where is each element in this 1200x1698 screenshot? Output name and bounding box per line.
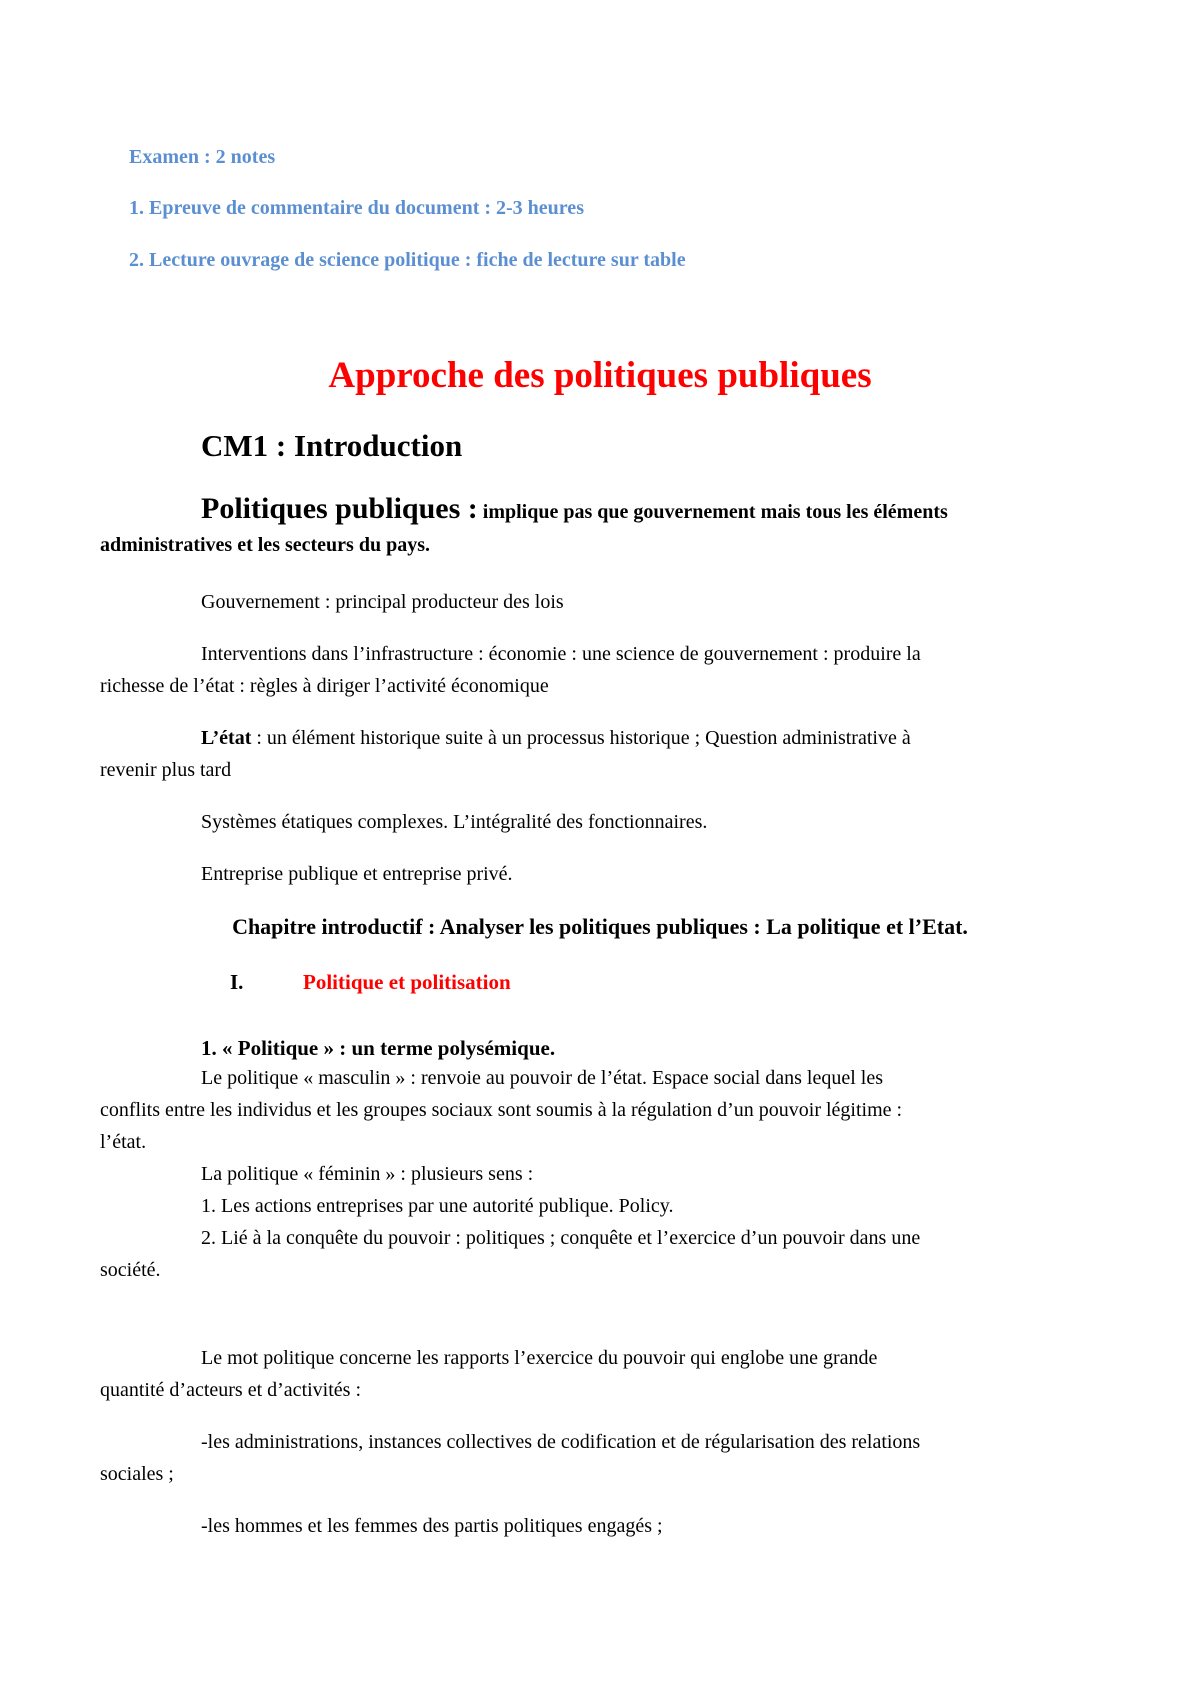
etat-line2: revenir plus tard bbox=[100, 759, 232, 781]
sens2-line2: société. bbox=[100, 1259, 161, 1281]
etat-line1-rest: : un élément historique suite à un processus historique ; Question administrative à bbox=[251, 727, 911, 749]
masculin-line3: l’état. bbox=[100, 1131, 147, 1153]
etat-line1 bbox=[201, 727, 911, 750]
hommes-femmes-line: -les hommes et les femmes des partis politiques engagés ; bbox=[201, 1515, 663, 1537]
exam-lecture-line: 2. Lecture ouvrage de science politique : fiche de lecture sur table bbox=[129, 249, 686, 271]
politiques-publiques-definition bbox=[201, 492, 948, 526]
document-title: Approche des politiques publiques bbox=[328, 355, 872, 396]
politiques-publiques-rest: implique pas que gouvernement mais tous les éléments bbox=[477, 501, 948, 523]
politiques-publiques-line2: administratives et les secteurs du pays. bbox=[100, 534, 430, 556]
etat-bold-term: L’état bbox=[201, 727, 252, 749]
feminin-line: La politique « féminin » : plusieurs sens : bbox=[201, 1163, 534, 1185]
administrations-line2: sociales ; bbox=[100, 1463, 174, 1485]
interventions-line2: richesse de l’état : règles à diriger l’activité économique bbox=[100, 675, 549, 697]
section-number: I. bbox=[230, 970, 244, 994]
gouvernement-paragraph: Gouvernement : principal producteur des lois bbox=[201, 591, 564, 613]
sens2-line1: 2. Lié à la conquête du pouvoir : politiques ; conquête et l’exercice d’un pouvoir dans une bbox=[201, 1227, 921, 1249]
masculin-line2: conflits entre les individus et les groupes sociaux sont soumis à la régulation d’un pouvoir légitime : bbox=[100, 1099, 903, 1121]
exam-notes-line: Examen : 2 notes bbox=[129, 146, 276, 168]
sens1-line: 1. Les actions entreprises par une autorité publique. Policy. bbox=[201, 1195, 674, 1217]
cm-heading: CM1 : Introduction bbox=[201, 428, 463, 463]
section-title: Politique et politisation bbox=[303, 970, 511, 994]
exam-epreuve-line: 1. Epreuve de commentaire du document : 2-3 heures bbox=[129, 197, 584, 219]
mot-politique-line2: quantité d’acteurs et d’activités : bbox=[100, 1379, 362, 1401]
interventions-line1: Interventions dans l’infrastructure : économie : une science de gouvernement : produire la bbox=[201, 643, 921, 665]
systemes-paragraph: Systèmes étatiques complexes. L’intégralité des fonctionnaires. bbox=[201, 811, 708, 833]
entreprise-paragraph: Entreprise publique et entreprise privé. bbox=[201, 863, 513, 885]
politiques-publiques-lead: Politiques publiques : bbox=[201, 492, 478, 525]
masculin-line1: Le politique « masculin » : renvoie au pouvoir de l’état. Espace social dans lequel les bbox=[201, 1067, 884, 1089]
administrations-line1: -les administrations, instances collectives de codification et de régularisation des relations bbox=[201, 1431, 921, 1453]
subsection-heading: 1. « Politique » : un terme polysémique. bbox=[201, 1036, 556, 1060]
chapter-heading: Chapitre introductif : Analyser les politiques publiques : La politique et l’Etat. bbox=[232, 914, 968, 939]
mot-politique-line1: Le mot politique concerne les rapports l’exercice du pouvoir qui englobe une grande bbox=[201, 1347, 878, 1369]
